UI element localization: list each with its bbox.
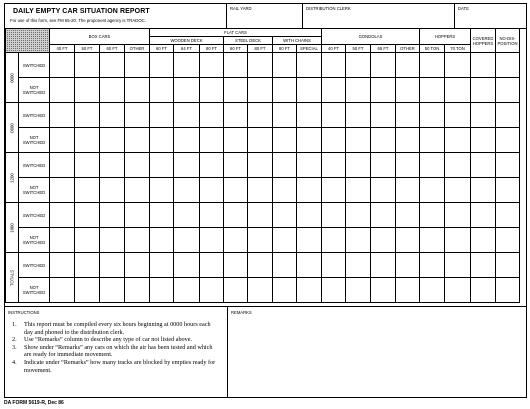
time-group-label: TOTALS	[6, 253, 19, 303]
count-cell[interactable]	[420, 228, 445, 253]
no-disposition-header: NO-DIS-POSITION	[496, 29, 520, 53]
count-cell[interactable]	[125, 53, 150, 78]
count-cell[interactable]	[273, 103, 297, 128]
count-cell[interactable]	[396, 203, 420, 228]
count-cell[interactable]	[371, 228, 396, 253]
count-cell[interactable]	[297, 253, 322, 278]
count-cell[interactable]	[297, 53, 322, 78]
report-form	[4, 3, 527, 398]
count-cell[interactable]	[125, 253, 150, 278]
count-cell[interactable]	[50, 228, 75, 253]
count-cell[interactable]	[445, 153, 471, 178]
count-cell[interactable]	[75, 128, 100, 153]
count-cell[interactable]	[248, 278, 273, 303]
count-cell[interactable]	[471, 228, 496, 253]
count-cell[interactable]	[471, 103, 496, 128]
count-cell[interactable]	[224, 53, 248, 78]
count-cell[interactable]	[273, 228, 297, 253]
count-cell[interactable]	[150, 253, 174, 278]
col-gond-50ft: 50 FT	[346, 45, 371, 53]
count-cell[interactable]	[100, 153, 125, 178]
count-cell[interactable]	[322, 278, 346, 303]
count-cell[interactable]	[248, 53, 273, 78]
count-cell[interactable]	[346, 153, 371, 178]
count-cell[interactable]	[420, 103, 445, 128]
count-cell[interactable]	[371, 78, 396, 103]
count-cell[interactable]	[471, 53, 496, 78]
count-cell[interactable]	[224, 253, 248, 278]
count-cell[interactable]	[322, 203, 346, 228]
count-cell[interactable]	[346, 53, 371, 78]
count-cell[interactable]	[224, 78, 248, 103]
not-switched-label: NOT SWITCHED	[19, 228, 50, 253]
count-cell[interactable]	[322, 228, 346, 253]
switched-label: SWITCHED	[19, 53, 50, 78]
table-row	[6, 178, 520, 203]
count-cell[interactable]	[273, 53, 297, 78]
col-wood-60ft: 60 FT	[150, 45, 174, 53]
not-switched-label: NOT SWITCHED	[19, 178, 50, 203]
table-row	[6, 203, 520, 228]
count-cell[interactable]	[396, 128, 420, 153]
table-row	[6, 253, 520, 278]
count-cell[interactable]	[445, 178, 471, 203]
count-cell[interactable]	[396, 278, 420, 303]
gondolas-header: GONDOLAS	[322, 29, 420, 45]
count-cell[interactable]	[50, 153, 75, 178]
count-cell[interactable]	[496, 78, 520, 103]
count-cell[interactable]	[396, 253, 420, 278]
count-cell[interactable]	[420, 203, 445, 228]
count-cell[interactable]	[396, 153, 420, 178]
table-row	[6, 103, 520, 128]
count-cell[interactable]	[420, 53, 445, 78]
count-cell[interactable]	[150, 228, 174, 253]
count-cell[interactable]	[248, 178, 273, 203]
count-cell[interactable]	[471, 253, 496, 278]
col-chains-80ft: 80 FT	[273, 45, 297, 53]
count-cell[interactable]	[174, 278, 200, 303]
count-cell[interactable]	[200, 103, 224, 128]
switched-label: SWITCHED	[19, 103, 50, 128]
count-cell[interactable]	[471, 203, 496, 228]
count-cell[interactable]	[445, 228, 471, 253]
count-cell[interactable]	[297, 103, 322, 128]
hoppers-header: HOPPERS	[420, 29, 471, 45]
count-cell[interactable]	[346, 128, 371, 153]
count-cell[interactable]	[200, 78, 224, 103]
bottom-section	[5, 306, 526, 398]
time-group-label: 1800	[6, 203, 19, 253]
count-cell[interactable]	[174, 203, 200, 228]
count-cell[interactable]	[322, 178, 346, 203]
table-row	[6, 128, 520, 153]
count-cell[interactable]	[346, 228, 371, 253]
count-cell[interactable]	[346, 253, 371, 278]
count-cell[interactable]	[273, 153, 297, 178]
count-cell[interactable]	[396, 228, 420, 253]
count-cell[interactable]	[248, 78, 273, 103]
count-cell[interactable]	[50, 253, 75, 278]
count-cell[interactable]	[322, 78, 346, 103]
col-box-60ft: 60 FT	[100, 45, 125, 53]
count-cell[interactable]	[50, 103, 75, 128]
count-cell[interactable]	[200, 203, 224, 228]
time-group-label: 0000	[6, 53, 19, 103]
count-cell[interactable]	[224, 278, 248, 303]
steel-deck-header: STEEL DECK	[224, 37, 273, 45]
count-cell[interactable]	[174, 128, 200, 153]
count-cell[interactable]	[471, 78, 496, 103]
switched-label: SWITCHED	[19, 203, 50, 228]
count-cell[interactable]	[371, 178, 396, 203]
count-cell[interactable]	[371, 53, 396, 78]
count-cell[interactable]	[50, 78, 75, 103]
count-cell[interactable]	[75, 228, 100, 253]
count-cell[interactable]	[125, 153, 150, 178]
count-cell[interactable]	[125, 178, 150, 203]
form-subtitle: For use of this form, see FM 55-20. The proponent agency is TRADOC.	[10, 18, 146, 23]
count-cell[interactable]	[100, 53, 125, 78]
instruction-item: 1. This report must be compiled every six hours beginning at 0000 hours each day and phoned to the distribution clerk.	[12, 321, 211, 336]
count-cell[interactable]	[346, 278, 371, 303]
count-cell[interactable]	[496, 103, 520, 128]
flat-cars-header: FLAT CARS	[150, 29, 322, 37]
count-cell[interactable]	[75, 103, 100, 128]
count-cell[interactable]	[371, 128, 396, 153]
count-cell[interactable]	[445, 128, 471, 153]
count-cell[interactable]	[100, 228, 125, 253]
col-wood-64ft: 64 FT	[174, 45, 200, 53]
count-cell[interactable]	[496, 53, 520, 78]
count-cell[interactable]	[396, 53, 420, 78]
time-group-label: 1200	[6, 153, 19, 203]
count-cell[interactable]	[496, 203, 520, 228]
wooden-deck-header: WOODEN DECK	[150, 37, 224, 45]
form-title: DAILY EMPTY CAR SITUATION REPORT	[13, 8, 150, 15]
count-cell[interactable]	[75, 153, 100, 178]
count-cell[interactable]	[322, 153, 346, 178]
count-cell[interactable]	[248, 128, 273, 153]
count-cell[interactable]	[200, 178, 224, 203]
count-cell[interactable]	[471, 128, 496, 153]
count-cell[interactable]	[248, 103, 273, 128]
shaded-corner	[6, 29, 50, 53]
remarks-label: REMARKS	[231, 310, 252, 315]
count-cell[interactable]	[297, 278, 322, 303]
count-cell[interactable]	[100, 103, 125, 128]
switched-label: SWITCHED	[19, 253, 50, 278]
count-cell[interactable]	[371, 203, 396, 228]
with-chains-header: WITH CHAINS	[273, 37, 322, 45]
count-cell[interactable]	[248, 228, 273, 253]
count-cell[interactable]	[273, 178, 297, 203]
count-cell[interactable]	[471, 278, 496, 303]
count-cell[interactable]	[100, 78, 125, 103]
rail-yard-label: RAIL YARD	[230, 6, 252, 11]
count-cell[interactable]	[100, 203, 125, 228]
table-row	[6, 153, 520, 178]
count-cell[interactable]	[224, 203, 248, 228]
count-cell[interactable]	[420, 78, 445, 103]
count-cell[interactable]	[420, 278, 445, 303]
count-cell[interactable]	[445, 203, 471, 228]
col-wood-80ft: 80 FT	[200, 45, 224, 53]
count-cell[interactable]	[174, 78, 200, 103]
count-cell[interactable]	[496, 153, 520, 178]
count-cell[interactable]	[445, 278, 471, 303]
count-cell[interactable]	[420, 128, 445, 153]
count-cell[interactable]	[150, 203, 174, 228]
count-cell[interactable]	[322, 53, 346, 78]
date-field[interactable]	[454, 4, 526, 28]
col-gond-other: OTHER	[396, 45, 420, 53]
count-cell[interactable]	[174, 253, 200, 278]
count-cell[interactable]	[371, 103, 396, 128]
col-chains-special: SPECIAL	[297, 45, 322, 53]
count-cell[interactable]	[50, 178, 75, 203]
col-box-50ft: 50 FT	[75, 45, 100, 53]
count-cell[interactable]	[496, 278, 520, 303]
count-cell[interactable]	[50, 203, 75, 228]
count-cell[interactable]	[50, 53, 75, 78]
table-row	[6, 228, 520, 253]
count-cell[interactable]	[297, 203, 322, 228]
col-steel-80ft: 80 FT	[248, 45, 273, 53]
count-cell[interactable]	[50, 128, 75, 153]
count-cell[interactable]	[445, 53, 471, 78]
count-cell[interactable]	[100, 128, 125, 153]
distribution-clerk-label: DISTRIBUTION CLERK	[306, 6, 351, 11]
count-cell[interactable]	[445, 253, 471, 278]
count-cell[interactable]	[273, 78, 297, 103]
count-cell[interactable]	[248, 253, 273, 278]
count-cell[interactable]	[297, 78, 322, 103]
count-cell[interactable]	[125, 228, 150, 253]
count-cell[interactable]	[297, 128, 322, 153]
count-cell[interactable]	[200, 228, 224, 253]
count-cell[interactable]	[297, 178, 322, 203]
count-cell[interactable]	[200, 53, 224, 78]
count-cell[interactable]	[100, 178, 125, 203]
count-cell[interactable]	[471, 178, 496, 203]
count-cell[interactable]	[125, 128, 150, 153]
count-cell[interactable]	[75, 178, 100, 203]
remarks-field[interactable]	[228, 307, 526, 398]
not-switched-label: NOT SWITCHED	[19, 278, 50, 303]
count-cell[interactable]	[150, 278, 174, 303]
count-cell[interactable]	[224, 103, 248, 128]
instruction-item: 2. Use “Remarks” column to describe any type of car not listed above.	[12, 336, 193, 344]
instructions-list	[8, 321, 220, 374]
count-cell[interactable]	[420, 253, 445, 278]
count-cell[interactable]	[200, 278, 224, 303]
count-cell[interactable]	[224, 128, 248, 153]
col-box-40ft: 40 FT	[50, 45, 75, 53]
count-cell[interactable]	[371, 253, 396, 278]
count-cell[interactable]	[396, 103, 420, 128]
count-cell[interactable]	[50, 278, 75, 303]
col-gond-65ft: 65 FT	[371, 45, 396, 53]
instructions-block	[5, 307, 228, 398]
count-cell[interactable]	[125, 103, 150, 128]
count-cell[interactable]	[174, 53, 200, 78]
count-cell[interactable]	[75, 278, 100, 303]
count-cell[interactable]	[371, 278, 396, 303]
form-number: DA FORM 5619-R, Dec 86	[4, 400, 64, 406]
count-cell[interactable]	[445, 78, 471, 103]
count-cell[interactable]	[75, 203, 100, 228]
count-cell[interactable]	[496, 228, 520, 253]
count-cell[interactable]	[496, 178, 520, 203]
count-cell[interactable]	[420, 178, 445, 203]
col-steel-60ft: 60 FT	[224, 45, 248, 53]
count-cell[interactable]	[100, 278, 125, 303]
count-cell[interactable]	[496, 253, 520, 278]
count-cell[interactable]	[75, 78, 100, 103]
count-cell[interactable]	[174, 153, 200, 178]
count-cell[interactable]	[273, 278, 297, 303]
title-block	[5, 4, 226, 28]
box-cars-header: BOX CARS	[50, 29, 150, 45]
count-cell[interactable]	[75, 253, 100, 278]
count-cell[interactable]	[248, 153, 273, 178]
count-cell[interactable]	[150, 103, 174, 128]
count-cell[interactable]	[346, 103, 371, 128]
count-cell[interactable]	[371, 153, 396, 178]
rail-yard-field[interactable]	[226, 4, 302, 28]
count-cell[interactable]	[125, 203, 150, 228]
instruction-item: 3. Show under “Remarks” any cars on which the air has been tested and which are ready for immediate movement.	[12, 343, 213, 359]
count-cell[interactable]	[174, 178, 200, 203]
count-cell[interactable]	[174, 103, 200, 128]
count-cell[interactable]	[248, 203, 273, 228]
count-cell[interactable]	[273, 253, 297, 278]
count-cell[interactable]	[297, 228, 322, 253]
covered-hoppers-header: COVERED HOPPERS	[471, 29, 496, 53]
count-cell[interactable]	[420, 153, 445, 178]
table-row	[6, 78, 520, 103]
count-cell[interactable]	[150, 53, 174, 78]
count-cell[interactable]	[273, 128, 297, 153]
time-group-label: 0600	[6, 103, 19, 153]
not-switched-label: NOT SWITCHED	[19, 128, 50, 153]
col-hop-70ton: 70 TON	[445, 45, 471, 53]
count-cell[interactable]	[322, 253, 346, 278]
count-cell[interactable]	[150, 178, 174, 203]
count-cell[interactable]	[396, 78, 420, 103]
instructions-title: INSTRUCTIONS	[8, 310, 40, 315]
count-cell[interactable]	[297, 153, 322, 178]
count-cell[interactable]	[200, 153, 224, 178]
count-cell[interactable]	[75, 53, 100, 78]
count-cell[interactable]	[174, 228, 200, 253]
form-header	[5, 4, 526, 29]
count-cell[interactable]	[150, 78, 174, 103]
col-gond-40ft: 40 FT	[322, 45, 346, 53]
count-cell[interactable]	[200, 253, 224, 278]
table-row	[6, 53, 520, 78]
count-cell[interactable]	[200, 128, 224, 153]
count-cell[interactable]	[396, 178, 420, 203]
car-situation-table	[5, 28, 520, 303]
count-cell[interactable]	[224, 153, 248, 178]
count-cell[interactable]	[496, 128, 520, 153]
count-cell[interactable]	[346, 78, 371, 103]
count-cell[interactable]	[150, 128, 174, 153]
distribution-clerk-field[interactable]	[302, 4, 454, 28]
count-cell[interactable]	[471, 153, 496, 178]
count-cell[interactable]	[445, 103, 471, 128]
table-row	[6, 278, 520, 303]
instruction-item: 4. Indicate under “Remarks” how many tracks are blocked by empties ready for movement.	[12, 358, 216, 374]
count-cell[interactable]	[100, 253, 125, 278]
date-label: DATE	[458, 6, 469, 11]
not-switched-label: NOT SWITCHED	[19, 78, 50, 103]
count-cell[interactable]	[125, 278, 150, 303]
count-cell[interactable]	[224, 178, 248, 203]
count-cell[interactable]	[322, 103, 346, 128]
count-cell[interactable]	[224, 228, 248, 253]
count-cell[interactable]	[273, 203, 297, 228]
switched-label: SWITCHED	[19, 153, 50, 178]
col-box-other: OTHER	[125, 45, 150, 53]
count-cell[interactable]	[346, 203, 371, 228]
col-hop-50ton: 50 TON	[420, 45, 445, 53]
count-cell[interactable]	[125, 78, 150, 103]
count-cell[interactable]	[346, 178, 371, 203]
count-cell[interactable]	[322, 128, 346, 153]
count-cell[interactable]	[150, 153, 174, 178]
